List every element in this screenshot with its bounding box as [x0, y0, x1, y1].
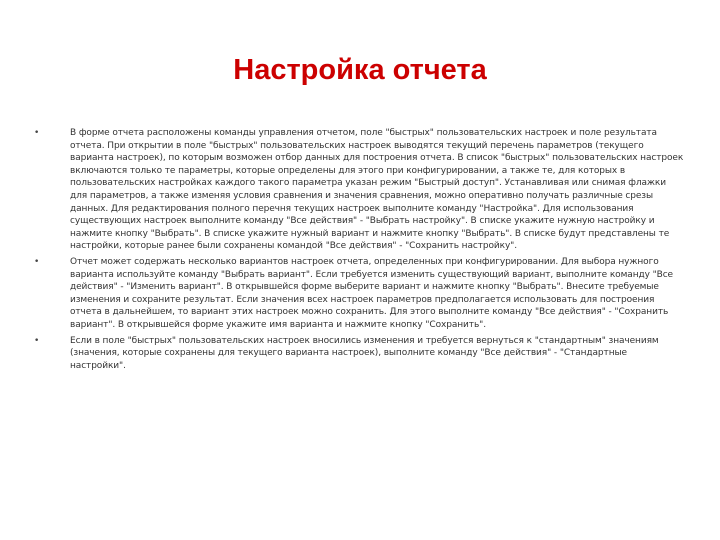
bullet-dot-icon: • [34, 128, 40, 138]
bullet-dot-icon: • [34, 335, 40, 346]
bullet-item [34, 335, 684, 373]
bullet-text: В форме отчета расположены команды управления отчетом, поле "быстрых" пользовательских настроек и поле результата отчета. При открытии в поле "быстрых" пользовательских настроек выводятся текущий перечень параметров (текущего варианта настроек), по которым возможен отбор данных для построения отчета. В список "быстрых" пользовательских настроек включаются только те параметры, которые определены для этого при конфигурировании, а также те, для которых в пользовательских настройках каждого такого параметра указан режим "Быстрый доступ". Устанавливая или снимая флажки для параметров, а также изменяя условия сравнения и значения сравнения, можно оперативно получать различные срезы данных. Для редактирования полного перечня текущих настроек выполните команду "Настройка". Для использования существующих настроек выполните команду "Все действия" - "Выбрать настройку". В списке укажите нужную настройку и нажмите кнопку "Выбрать". В списке укажите нужный вариант и нажмите кнопку "Выбрать". В списке будут представлены те настройки, которые ранее были сохранены командой "Все действия" - "Сохранить настройку". [70, 128, 684, 252]
bullet-dot-icon: • [34, 256, 40, 267]
bullet-text: Если в поле "быстрых" пользовательских настроек вносились изменения и требуется вернуться к "стандартным" значениям (значения, которые сохранены для текущего варианта настроек), выполните команду "Все действия" - "Стандартные настройки". [70, 335, 659, 371]
bullet-item [34, 256, 684, 332]
bullet-item [34, 127, 684, 253]
slide-title: Настройка отчета [233, 54, 487, 86]
bullet-list [34, 127, 684, 375]
bullet-text: Отчет может содержать несколько вариантов настроек отчета, определенных при конфигурировании. Для выбора нужного варианта используйте команду "Выбрать вариант". Если требуется изменить существующий вариант, выполните команду "Все действия" - "Изменить вариант". В открывшейся форме выберите вариант и нажмите кнопку "Выбрать". Внесите требуемые изменения и сохраните результат. Если значения всех настроек параметров предполагается использовать для построения отчета в дальнейшем, то вариант этих настроек можно сохранить. Для этого выполните команду "Все действия" - "Сохранить вариант". В открывшейся форме укажите имя варианта и нажмите кнопку "Сохранить". [70, 256, 673, 330]
